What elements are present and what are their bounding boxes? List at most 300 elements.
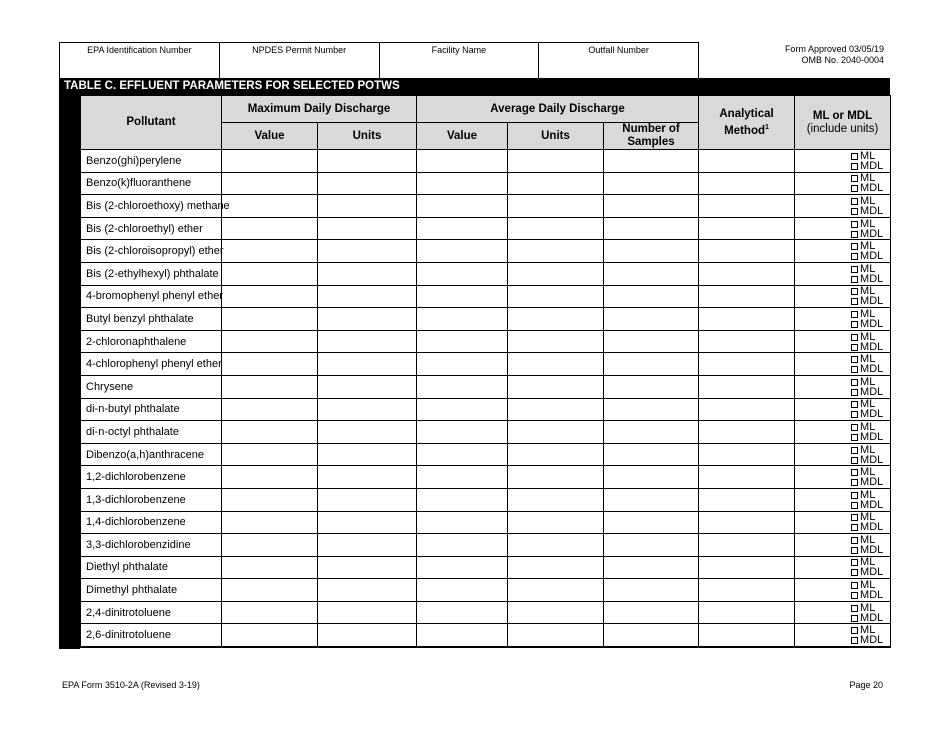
pollutant-name: 3,3-dichlorobenzidine xyxy=(81,534,222,557)
pollutant-name: Bis (2-ethylhexyl) phthalate xyxy=(81,262,222,285)
avg-units-cell[interactable] xyxy=(508,421,604,444)
max-value-cell[interactable] xyxy=(222,466,318,489)
max-units-cell[interactable] xyxy=(318,353,417,376)
avg-units-cell[interactable] xyxy=(508,601,604,624)
analytical-method-cell[interactable] xyxy=(699,353,795,376)
checkbox-icon[interactable] xyxy=(851,276,858,283)
avg-units-cell[interactable] xyxy=(508,488,604,511)
mdl-checkbox-label: MDL xyxy=(860,589,884,602)
pollutant-name: 4-chlorophenyl phenyl ether xyxy=(81,353,222,376)
avg-value-cell[interactable] xyxy=(417,443,508,466)
checkbox-icon[interactable] xyxy=(851,366,858,373)
ml-mdl-cell xyxy=(795,534,891,557)
epa-id-field[interactable] xyxy=(60,43,220,79)
max-units-cell[interactable] xyxy=(318,308,417,331)
pollutant-name: 4-bromophenyl phenyl ether xyxy=(81,285,222,308)
mdl-checkbox-label: MDL xyxy=(860,634,884,647)
mdl-checkbox[interactable] xyxy=(851,430,884,443)
analytical-method-cell[interactable] xyxy=(699,421,795,444)
num-samples-cell[interactable] xyxy=(604,601,699,624)
checkbox-icon[interactable] xyxy=(851,243,858,250)
max-value-cell[interactable] xyxy=(222,601,318,624)
max-value-header: Value xyxy=(222,123,318,150)
checkbox-icon[interactable] xyxy=(851,592,858,599)
max-value-cell[interactable] xyxy=(222,534,318,557)
omb-number: OMB No. 2040-0004 xyxy=(801,55,884,65)
analytical-method-cell[interactable] xyxy=(699,217,795,240)
checkbox-icon[interactable] xyxy=(851,379,858,386)
num-samples-cell[interactable] xyxy=(604,330,699,353)
ml-mdl-cell xyxy=(795,443,891,466)
checkbox-icon[interactable] xyxy=(851,231,858,238)
pollutant-name: Bis (2-chloroethoxy) methane xyxy=(81,195,222,218)
max-units-cell[interactable] xyxy=(318,556,417,579)
avg-units-cell[interactable] xyxy=(508,330,604,353)
ml-checkbox-label: ML xyxy=(860,262,876,275)
mdl-checkbox[interactable] xyxy=(851,204,884,217)
avg-units-cell[interactable] xyxy=(508,195,604,218)
mdl-checkbox-label: MDL xyxy=(860,521,884,534)
max-value-cell[interactable] xyxy=(222,353,318,376)
table-row xyxy=(81,466,891,489)
max-units-cell[interactable] xyxy=(318,150,417,173)
footnote-marker: 1 xyxy=(765,123,769,131)
avg-value-cell[interactable] xyxy=(417,466,508,489)
num-samples-cell[interactable] xyxy=(604,375,699,398)
pollutant-name: 2,6-dinitrotoluene xyxy=(81,624,222,647)
checkbox-icon[interactable] xyxy=(851,253,858,260)
checkbox-icon[interactable] xyxy=(851,547,858,554)
avg-units-cell[interactable] xyxy=(508,217,604,240)
ml-mdl-cell xyxy=(795,579,891,602)
table-row xyxy=(81,534,891,557)
avg-value-cell[interactable] xyxy=(417,601,508,624)
table-row xyxy=(81,556,891,579)
pollutant-header: Pollutant xyxy=(81,96,222,150)
outfall-number-field[interactable] xyxy=(539,43,699,79)
mdl-checkbox-label: MDL xyxy=(860,408,884,421)
section-side-bar xyxy=(59,95,80,649)
analytical-method-cell[interactable] xyxy=(699,195,795,218)
checkbox-icon[interactable] xyxy=(851,311,858,318)
ml-mdl-cell xyxy=(795,421,891,444)
ml-checkbox-label: ML xyxy=(860,194,876,207)
pollutant-name: di-n-butyl phthalate xyxy=(81,398,222,421)
checkbox-icon[interactable] xyxy=(851,627,858,634)
avg-value-cell[interactable] xyxy=(417,511,508,534)
max-units-cell[interactable] xyxy=(318,488,417,511)
avg-value-cell[interactable] xyxy=(417,217,508,240)
mdl-checkbox[interactable] xyxy=(851,589,884,602)
ml-checkbox-label: ML xyxy=(860,466,876,479)
analytical-method-cell[interactable] xyxy=(699,579,795,602)
effluent-parameters-table xyxy=(80,95,891,648)
avg-value-cell[interactable] xyxy=(417,262,508,285)
mdl-checkbox[interactable] xyxy=(851,272,884,285)
avg-value-cell[interactable] xyxy=(417,330,508,353)
max-value-cell[interactable] xyxy=(222,488,318,511)
avg-units-cell[interactable] xyxy=(508,398,604,421)
mdl-checkbox[interactable] xyxy=(851,453,884,466)
max-units-cell[interactable] xyxy=(318,579,417,602)
analytical-method-cell[interactable] xyxy=(699,466,795,489)
max-units-cell[interactable] xyxy=(318,398,417,421)
avg-value-cell[interactable] xyxy=(417,353,508,376)
ml-checkbox-label: ML xyxy=(860,601,876,614)
checkbox-icon[interactable] xyxy=(851,153,858,160)
mdl-checkbox[interactable] xyxy=(851,543,884,556)
avg-value-cell[interactable] xyxy=(417,421,508,444)
mdl-checkbox[interactable] xyxy=(851,340,884,353)
analytical-method-cell[interactable] xyxy=(699,172,795,195)
max-value-cell[interactable] xyxy=(222,556,318,579)
mdl-checkbox-label: MDL xyxy=(860,340,884,353)
avg-units-cell[interactable] xyxy=(508,353,604,376)
analytical-method-cell[interactable] xyxy=(699,624,795,647)
avg-units-cell[interactable] xyxy=(508,262,604,285)
table-row xyxy=(81,488,891,511)
table-row xyxy=(81,330,891,353)
max-units-cell[interactable] xyxy=(318,330,417,353)
max-value-cell[interactable] xyxy=(222,375,318,398)
ml-mdl-cell xyxy=(795,330,891,353)
avg-units-cell[interactable] xyxy=(508,240,604,263)
avg-value-cell[interactable] xyxy=(417,195,508,218)
checkbox-icon[interactable] xyxy=(851,163,858,170)
ml-checkbox-label: ML xyxy=(860,533,876,546)
avg-value-cell[interactable] xyxy=(417,375,508,398)
mdl-checkbox-label: MDL xyxy=(860,204,884,217)
mdl-checkbox-label: MDL xyxy=(860,611,884,624)
num-samples-cell[interactable] xyxy=(604,262,699,285)
ml-mdl-cell xyxy=(795,285,891,308)
include-units-label: (include units) xyxy=(806,122,879,135)
checkbox-icon[interactable] xyxy=(851,356,858,363)
mdl-checkbox-label: MDL xyxy=(860,159,884,172)
checkbox-icon[interactable] xyxy=(851,457,858,464)
num-samples-cell[interactable] xyxy=(604,511,699,534)
ml-checkbox-label: ML xyxy=(860,353,876,366)
form-approval-info xyxy=(684,44,884,66)
max-units-cell[interactable] xyxy=(318,601,417,624)
analytical-method-cell[interactable] xyxy=(699,443,795,466)
num-samples-cell[interactable] xyxy=(604,534,699,557)
checkbox-icon[interactable] xyxy=(851,479,858,486)
checkbox-icon[interactable] xyxy=(851,411,858,418)
avg-units-cell[interactable] xyxy=(508,466,604,489)
table-row xyxy=(81,443,891,466)
max-value-cell[interactable] xyxy=(222,172,318,195)
checkbox-icon[interactable] xyxy=(851,469,858,476)
mdl-checkbox[interactable] xyxy=(851,363,884,376)
avg-units-cell[interactable] xyxy=(508,511,604,534)
pollutant-name: Dimethyl phthalate xyxy=(81,579,222,602)
mdl-checkbox-label: MDL xyxy=(860,476,884,489)
analytical-method-cell[interactable] xyxy=(699,262,795,285)
max-units-cell[interactable] xyxy=(318,534,417,557)
ml-mdl-cell xyxy=(795,488,891,511)
num-samples-cell[interactable] xyxy=(604,172,699,195)
analytical-method-cell[interactable] xyxy=(699,511,795,534)
pollutant-name: Butyl benzyl phthalate xyxy=(81,308,222,331)
facility-name-field[interactable] xyxy=(379,43,539,79)
table-row xyxy=(81,217,891,240)
mdl-checkbox[interactable] xyxy=(851,227,884,240)
max-value-cell[interactable] xyxy=(222,262,318,285)
num-samples-cell[interactable] xyxy=(604,556,699,579)
mdl-checkbox[interactable] xyxy=(851,159,884,172)
table-row xyxy=(81,421,891,444)
checkbox-icon[interactable] xyxy=(851,266,858,273)
pollutant-name: 2-chloronaphthalene xyxy=(81,330,222,353)
max-units-cell[interactable] xyxy=(318,285,417,308)
checkbox-icon[interactable] xyxy=(851,175,858,182)
avg-units-cell[interactable] xyxy=(508,375,604,398)
checkbox-icon[interactable] xyxy=(851,582,858,589)
max-value-cell[interactable] xyxy=(222,195,318,218)
mdl-checkbox-label: MDL xyxy=(860,295,884,308)
checkbox-icon[interactable] xyxy=(851,401,858,408)
max-value-cell[interactable] xyxy=(222,443,318,466)
mdl-checkbox[interactable] xyxy=(851,634,884,647)
ml-checkbox-label: ML xyxy=(860,285,876,298)
avg-value-cell[interactable] xyxy=(417,172,508,195)
num-samples-cell[interactable] xyxy=(604,398,699,421)
mdl-checkbox[interactable] xyxy=(851,385,884,398)
analytical-method-cell[interactable] xyxy=(699,488,795,511)
analytical-method-cell[interactable] xyxy=(699,330,795,353)
ml-mdl-cell xyxy=(795,624,891,647)
checkbox-icon[interactable] xyxy=(851,288,858,295)
avg-value-cell[interactable] xyxy=(417,240,508,263)
checkbox-icon[interactable] xyxy=(851,321,858,328)
ml-checkbox-label: ML xyxy=(860,330,876,343)
avg-units-cell[interactable] xyxy=(508,308,604,331)
mdl-checkbox-label: MDL xyxy=(860,566,884,579)
checkbox-icon[interactable] xyxy=(851,559,858,566)
table-title: TABLE C. EFFLUENT PARAMETERS FOR SELECTED POTWS xyxy=(59,78,890,95)
ml-checkbox-label: ML xyxy=(860,398,876,411)
mdl-checkbox[interactable] xyxy=(851,295,884,308)
avg-value-cell[interactable] xyxy=(417,534,508,557)
analytical-method-cell[interactable] xyxy=(699,285,795,308)
max-units-cell[interactable] xyxy=(318,443,417,466)
table-row xyxy=(81,285,891,308)
max-units-cell[interactable] xyxy=(318,217,417,240)
checkbox-icon[interactable] xyxy=(851,524,858,531)
checkbox-icon[interactable] xyxy=(851,434,858,441)
analytical-method-cell[interactable] xyxy=(699,534,795,557)
table-row xyxy=(81,172,891,195)
analytical-method-cell[interactable] xyxy=(699,240,795,263)
max-value-cell[interactable] xyxy=(222,217,318,240)
num-samples-cell[interactable] xyxy=(604,308,699,331)
checkbox-icon[interactable] xyxy=(851,208,858,215)
max-value-cell[interactable] xyxy=(222,285,318,308)
mdl-checkbox[interactable] xyxy=(851,408,884,421)
ml-checkbox-label: ML xyxy=(860,624,876,637)
ml-mdl-cell xyxy=(795,195,891,218)
analytical-method-cell[interactable] xyxy=(699,150,795,173)
pollutant-name: 1,4-dichlorobenzene xyxy=(81,511,222,534)
max-units-cell[interactable] xyxy=(318,195,417,218)
checkbox-icon[interactable] xyxy=(851,185,858,192)
checkbox-icon[interactable] xyxy=(851,344,858,351)
checkbox-icon[interactable] xyxy=(851,298,858,305)
max-value-cell[interactable] xyxy=(222,240,318,263)
max-value-cell[interactable] xyxy=(222,150,318,173)
ml-mdl-cell xyxy=(795,262,891,285)
num-samples-cell[interactable] xyxy=(604,285,699,308)
mdl-checkbox[interactable] xyxy=(851,611,884,624)
avg-units-cell[interactable] xyxy=(508,579,604,602)
max-units-cell[interactable] xyxy=(318,262,417,285)
ml-mdl-cell xyxy=(795,375,891,398)
approval-date: Form Approved 03/05/19 xyxy=(784,44,884,54)
identification-header xyxy=(59,42,699,79)
mdl-checkbox-label: MDL xyxy=(860,363,884,376)
checkbox-icon[interactable] xyxy=(851,389,858,396)
avg-value-cell[interactable] xyxy=(417,579,508,602)
npdes-label: NPDES Permit Number xyxy=(252,45,347,55)
num-samples-cell[interactable] xyxy=(604,488,699,511)
ml-checkbox-label: ML xyxy=(860,579,876,592)
checkbox-icon[interactable] xyxy=(851,615,858,622)
ml-checkbox-label: ML xyxy=(860,488,876,501)
avg-units-cell[interactable] xyxy=(508,150,604,173)
max-value-cell[interactable] xyxy=(222,579,318,602)
table-row xyxy=(81,601,891,624)
num-samples-cell[interactable] xyxy=(604,624,699,647)
checkbox-icon[interactable] xyxy=(851,537,858,544)
checkbox-icon[interactable] xyxy=(851,221,858,228)
mdl-checkbox[interactable] xyxy=(851,476,884,489)
max-units-cell[interactable] xyxy=(318,421,417,444)
avg-units-cell[interactable] xyxy=(508,443,604,466)
num-samples-cell[interactable] xyxy=(604,195,699,218)
npdes-permit-field[interactable] xyxy=(219,43,379,79)
checkbox-icon[interactable] xyxy=(851,637,858,644)
avg-value-cell[interactable] xyxy=(417,285,508,308)
num-samples-cell[interactable] xyxy=(604,353,699,376)
mdl-checkbox[interactable] xyxy=(851,182,884,195)
facility-label: Facility Name xyxy=(431,45,487,55)
analytical-method-cell[interactable] xyxy=(699,308,795,331)
mdl-checkbox[interactable] xyxy=(851,566,884,579)
ml-mdl-cell xyxy=(795,150,891,173)
avg-value-cell[interactable] xyxy=(417,624,508,647)
checkbox-icon[interactable] xyxy=(851,198,858,205)
max-value-cell[interactable] xyxy=(222,308,318,331)
pollutant-name: di-n-octyl phthalate xyxy=(81,421,222,444)
num-samples-cell[interactable] xyxy=(604,240,699,263)
form-identifier: EPA Form 3510-2A (Revised 3-19) xyxy=(62,680,200,690)
num-samples-cell[interactable] xyxy=(604,579,699,602)
num-samples-cell[interactable] xyxy=(604,217,699,240)
analytical-method-cell[interactable] xyxy=(699,556,795,579)
ml-checkbox-label: ML xyxy=(860,443,876,456)
analytical-method-cell[interactable] xyxy=(699,398,795,421)
page-number: Page 20 xyxy=(849,680,883,690)
avg-units-cell[interactable] xyxy=(508,556,604,579)
pollutant-name: Benzo(ghi)perylene xyxy=(81,150,222,173)
checkbox-icon[interactable] xyxy=(851,569,858,576)
avg-units-header: Units xyxy=(508,123,604,150)
ml-checkbox-label: ML xyxy=(860,511,876,524)
ml-checkbox-label: ML xyxy=(860,556,876,569)
checkbox-icon[interactable] xyxy=(851,514,858,521)
table-row xyxy=(81,398,891,421)
max-units-cell[interactable] xyxy=(318,172,417,195)
table-row xyxy=(81,353,891,376)
avg-value-cell[interactable] xyxy=(417,308,508,331)
max-value-cell[interactable] xyxy=(222,398,318,421)
max-units-cell[interactable] xyxy=(318,624,417,647)
mdl-checkbox-label: MDL xyxy=(860,543,884,556)
mdl-checkbox[interactable] xyxy=(851,317,884,330)
checkbox-icon[interactable] xyxy=(851,605,858,612)
pollutant-name: 1,2-dichlorobenzene xyxy=(81,466,222,489)
checkbox-icon[interactable] xyxy=(851,447,858,454)
avg-units-cell[interactable] xyxy=(508,285,604,308)
ml-mdl-cell xyxy=(795,466,891,489)
avg-units-cell[interactable] xyxy=(508,534,604,557)
analytical-method-cell[interactable] xyxy=(699,375,795,398)
max-value-cell[interactable] xyxy=(222,330,318,353)
max-units-cell[interactable] xyxy=(318,375,417,398)
max-value-cell[interactable] xyxy=(222,624,318,647)
table-row xyxy=(81,375,891,398)
avg-units-cell[interactable] xyxy=(508,624,604,647)
mdl-checkbox-label: MDL xyxy=(860,498,884,511)
checkbox-icon[interactable] xyxy=(851,334,858,341)
max-value-cell[interactable] xyxy=(222,421,318,444)
pollutant-name: Diethyl phthalate xyxy=(81,556,222,579)
max-units-cell[interactable] xyxy=(318,240,417,263)
max-daily-header: Maximum Daily Discharge xyxy=(222,96,417,123)
mdl-checkbox[interactable] xyxy=(851,250,884,263)
max-units-cell[interactable] xyxy=(318,466,417,489)
mdl-checkbox[interactable] xyxy=(851,521,884,534)
pollutant-name: 1,3-dichlorobenzene xyxy=(81,488,222,511)
num-samples-cell[interactable] xyxy=(604,150,699,173)
ml-mdl-header xyxy=(795,96,891,150)
avg-value-cell[interactable] xyxy=(417,150,508,173)
num-samples-cell[interactable] xyxy=(604,466,699,489)
avg-value-cell[interactable] xyxy=(417,398,508,421)
max-units-cell[interactable] xyxy=(318,511,417,534)
epa-id-label: EPA Identification Number xyxy=(87,45,192,55)
checkbox-icon[interactable] xyxy=(851,492,858,499)
avg-value-cell[interactable] xyxy=(417,556,508,579)
checkbox-icon[interactable] xyxy=(851,502,858,509)
pollutant-name: Benzo(k)fluoranthene xyxy=(81,172,222,195)
ml-mdl-cell xyxy=(795,353,891,376)
max-value-cell[interactable] xyxy=(222,511,318,534)
pollutant-name: Bis (2-chloroisopropyl) ether xyxy=(81,240,222,263)
ml-checkbox-label: ML xyxy=(860,420,876,433)
checkbox-icon[interactable] xyxy=(851,424,858,431)
analytical-method-cell[interactable] xyxy=(699,601,795,624)
avg-value-cell[interactable] xyxy=(417,488,508,511)
avg-value-header: Value xyxy=(417,123,508,150)
mdl-checkbox[interactable] xyxy=(851,498,884,511)
outfall-label: Outfall Number xyxy=(588,45,649,55)
num-samples-cell[interactable] xyxy=(604,443,699,466)
table-row xyxy=(81,511,891,534)
num-samples-cell[interactable] xyxy=(604,421,699,444)
avg-units-cell[interactable] xyxy=(508,172,604,195)
